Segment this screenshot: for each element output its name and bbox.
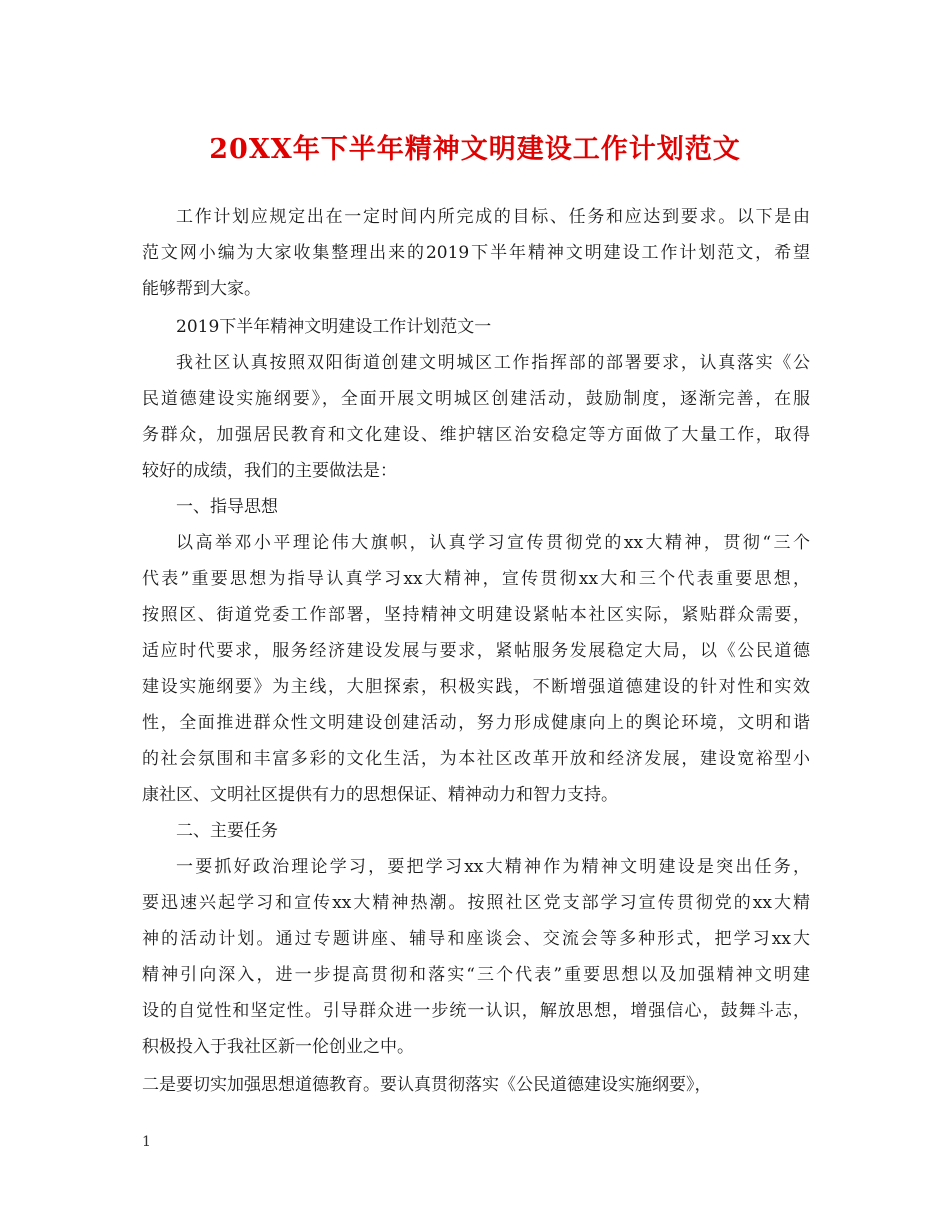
- section-heading: 一、指导思想: [176, 497, 278, 517]
- paragraph-line: 代表”重要思想为指导认真学习xx大精神，宣传贯彻xx大和三个代表重要思想，: [142, 569, 810, 589]
- paragraph-line: 一要抓好政治理论学习，要把学习xx大精神作为精神文明建设是突出任务，: [176, 857, 810, 877]
- paragraph-line: 较好的成绩，我们的主要做法是：: [142, 461, 397, 481]
- section-heading: 2019下半年精神文明建设工作计划范文一: [176, 317, 492, 337]
- paragraph-line: 要迅速兴起学习和宣传xx大精神热潮。按照社区党支部学习宣传贯彻党的xx大精: [142, 893, 810, 913]
- paragraph-line: 以高举邓小平理论伟大旗帜，认真学习宣传贯彻党的xx大精神，贯彻“三个: [176, 533, 810, 553]
- paragraph-line: 范文网小编为大家收集整理出来的2019下半年精神文明建设工作计划范文，希望: [142, 243, 810, 263]
- paragraph-line: 性，全面推进群众性文明建设创建活动，努力形成健康向上的舆论环境，文明和谐: [142, 713, 810, 733]
- paragraph-line: 精神引向深入，进一步提高贯彻和落实“三个代表”重要思想以及加强精神文明建: [142, 965, 810, 985]
- paragraph-line: 的社会氛围和丰富多彩的文化生活，为本社区改革开放和经济发展，建设宽裕型小: [142, 749, 810, 769]
- document-title: 20XX年下半年精神文明建设工作计划范文: [209, 134, 741, 165]
- page-number: 1: [142, 1134, 151, 1150]
- paragraph-line: 二是要切实加强思想道德教育。要认真贯彻落实《公民道德建设实施纲要》，: [142, 1075, 712, 1095]
- paragraph-line: 按照区、街道党委工作部署，坚持精神文明建设紧帖本社区实际，紧贴群众需要，: [142, 605, 810, 625]
- paragraph-line: 积极投入于我社区新一伦创业之中。: [142, 1037, 414, 1057]
- paragraph-line: 建设实施纲要》为主线，大胆探索，积极实践，不断增强道德建设的针对性和实效: [142, 677, 810, 697]
- paragraph-line: 设的自觉性和坚定性。引导群众进一步统一认识，解放思想，增强信心，鼓舞斗志，: [142, 1001, 810, 1021]
- paragraph-line: 能够帮到大家。: [142, 279, 261, 299]
- paragraph-line: 神的活动计划。通过专题讲座、辅导和座谈会、交流会等多种形式，把学习xx大: [142, 929, 810, 949]
- paragraph-line: 工作计划应规定出在一定时间内所完成的目标、任务和应达到要求。以下是由: [176, 207, 810, 227]
- paragraph-line: 康社区、文明社区提供有力的思想保证、精神动力和智力支持。: [142, 785, 618, 805]
- paragraph-line: 民道德建设实施纲要》，全面开展文明城区创建活动，鼓励制度，逐渐完善，在服: [142, 389, 810, 409]
- paragraph-line: 务群众，加强居民教育和文化建设、维护辖区治安稳定等方面做了大量工作，取得: [142, 425, 810, 445]
- paragraph-line: 我社区认真按照双阳街道创建文明城区工作指挥部的部署要求，认真落实《公: [176, 353, 810, 373]
- section-heading: 二、主要任务: [176, 821, 278, 841]
- paragraph-line: 适应时代要求，服务经济建设发展与要求，紧帖服务发展稳定大局，以《公民道德: [142, 641, 810, 661]
